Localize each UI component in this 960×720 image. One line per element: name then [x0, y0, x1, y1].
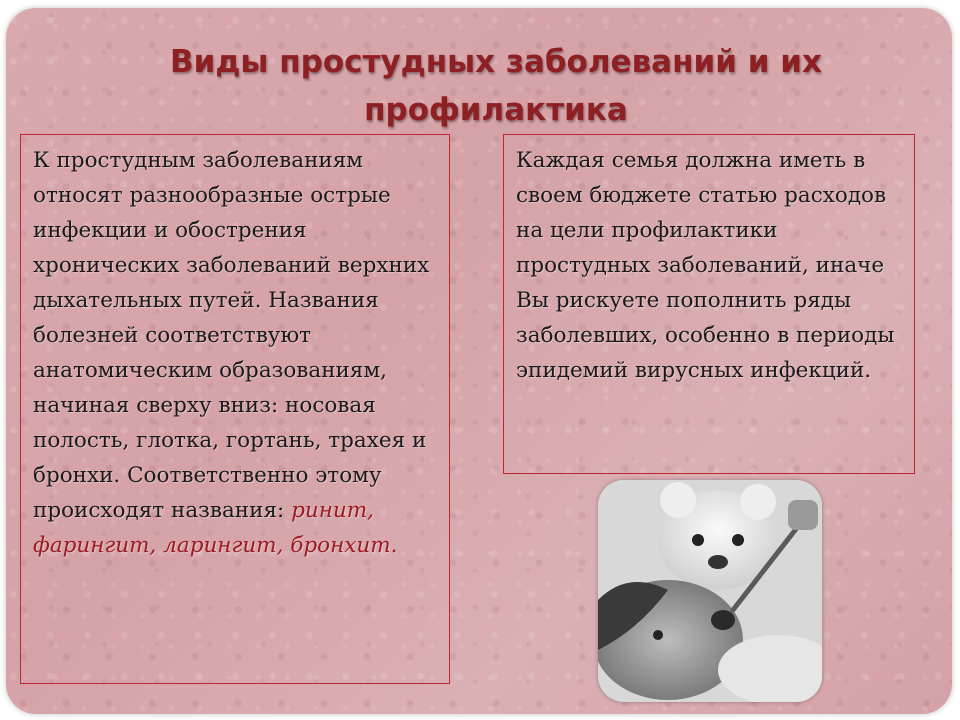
photo-illustration: [598, 480, 822, 702]
slide: [6, 8, 952, 714]
child-with-teddy-bear-photo: [598, 480, 822, 702]
prevention-box: [503, 134, 915, 474]
disease-names: ринит, фарингит, ларингит, бронхит.: [33, 498, 398, 558]
definition-box: [20, 134, 450, 684]
slide-title: Виды простудных заболеваний и их профилактика: [170, 44, 822, 128]
definition-text: К простудным заболеваниям относят разнообразные острые инфекции и обострения хронических заболеваний верхних дыхательных путей. Названия болезней соответствуют анатомическим образованиям, начиная сверху вниз: носовая полость, глотка, гортань, трахея и бронхи. Соответственно этому происходят названия:: [33, 148, 430, 523]
prevention-text: Каждая семья должна иметь в своем бюджете статью расходов на цели профилактики простудных заболеваний, иначе Вы рискуете пополнить ряды заболевших, особенно в периоды эпидемий вирусных инфекций.: [516, 148, 895, 383]
